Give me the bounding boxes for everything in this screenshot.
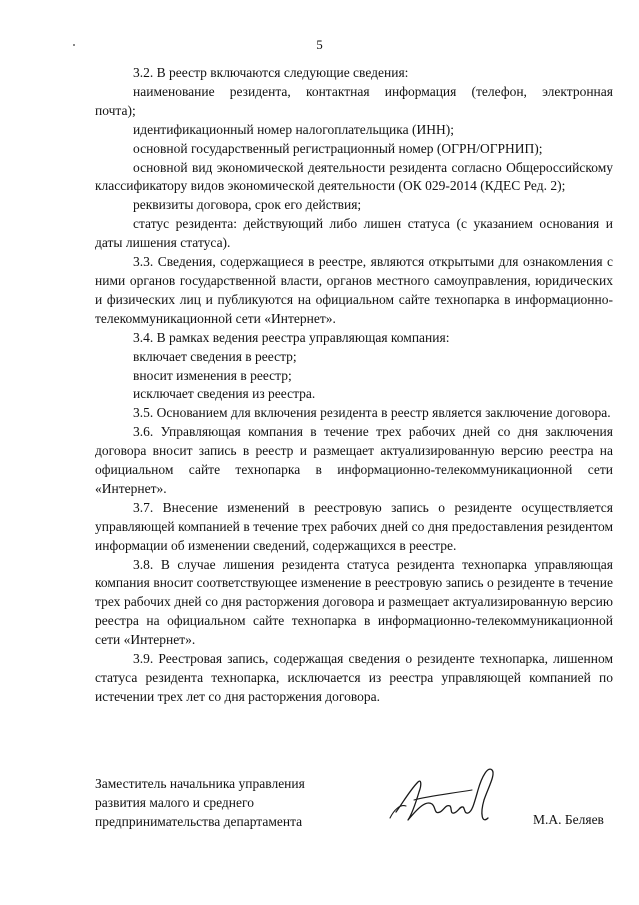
signatory-title [95, 774, 305, 831]
paragraph-3-7: 3.7. Внесение изменений в реестровую запись о резиденте осуществляется управляющей компанией в течение трех рабочих дней со дня предоставления резидентом информации об изменении сведений, содержащихся в реестре. [95, 499, 613, 553]
list-item: наименование резидента, контактная информация (телефон, электронная [133, 83, 613, 99]
paragraph-3-5: 3.5. Основанием для включения резидента в реестр является заключение договора. [133, 405, 611, 421]
list-item: основной государственный регистрационный номер (ОГРН/ОГРНИП); [133, 140, 543, 156]
list-item: статус резидента: действующий либо лишен статуса (с указанием основания и даты лишения статуса). [95, 216, 613, 251]
list-item: исключает сведения из реестра. [133, 386, 316, 402]
signatory-name: М.А. Беляев [533, 812, 604, 827]
paragraph-3-8: 3.8. В случае лишения резидента статуса резидента технопарка управляющая компания вносит соответствующее изменение в реестровую запись о резиденте в течение трех рабочих дней со дня расторжения договора и размещает актуализированную версию реестра на официальном сайте технопарка в информационно-телекоммуникационной сети «Интернет». [95, 556, 613, 648]
list-item: включает сведения в реестр; [133, 348, 297, 364]
list-item: идентификационный номер налогоплательщика (ИНН); [133, 121, 454, 137]
list-item: вносит изменения в реестр; [133, 367, 292, 383]
list-item-continuation: почта); [95, 102, 136, 118]
handwritten-signature [388, 760, 518, 830]
page-number: 5 [316, 37, 323, 52]
list-item: реквизиты договора, срок его действия; [133, 197, 362, 213]
paragraph-3-3: 3.3. Сведения, содержащиеся в реестре, являются открытыми для ознакомления с ними органов государственной власти, органов местного самоуправления, юридических и физических лиц и публикуются на официальном сайте технопарка в информационно-телекоммуникационной сети «Интернет». [95, 254, 613, 326]
signatory-title-line: развития малого и среднего [95, 795, 254, 810]
paragraph-3-4: 3.4. В рамках ведения реестра управляющая компания: [133, 329, 450, 345]
document-body [95, 64, 613, 707]
list-item: основной вид экономической деятельности резидента согласно Общероссийскому классификатору видов экономической деятельности (ОК 029-2014 (КДЕС Ред. 2); [95, 159, 613, 194]
paragraph-3-6: 3.6. Управляющая компания в течение трех рабочих дней со дня заключения договора вносит запись в реестр и размещает актуализированную версию реестра на официальном сайте технопарка в информационно-телекоммуникационной сети «Интернет». [95, 424, 613, 496]
signatory-title-line: Заместитель начальника управления [95, 776, 305, 791]
paragraph-3-2: 3.2. В реестр включаются следующие сведения: [133, 65, 409, 80]
signatory-title-line: предпринимательства департамента [95, 814, 303, 829]
paragraph-3-9: 3.9. Реестровая запись, содержащая сведения о резиденте технопарка, лишенном статуса резидента технопарка, исключается из реестра управляющей компанией по истечении трех лет со дня расторжения договора. [95, 651, 613, 704]
